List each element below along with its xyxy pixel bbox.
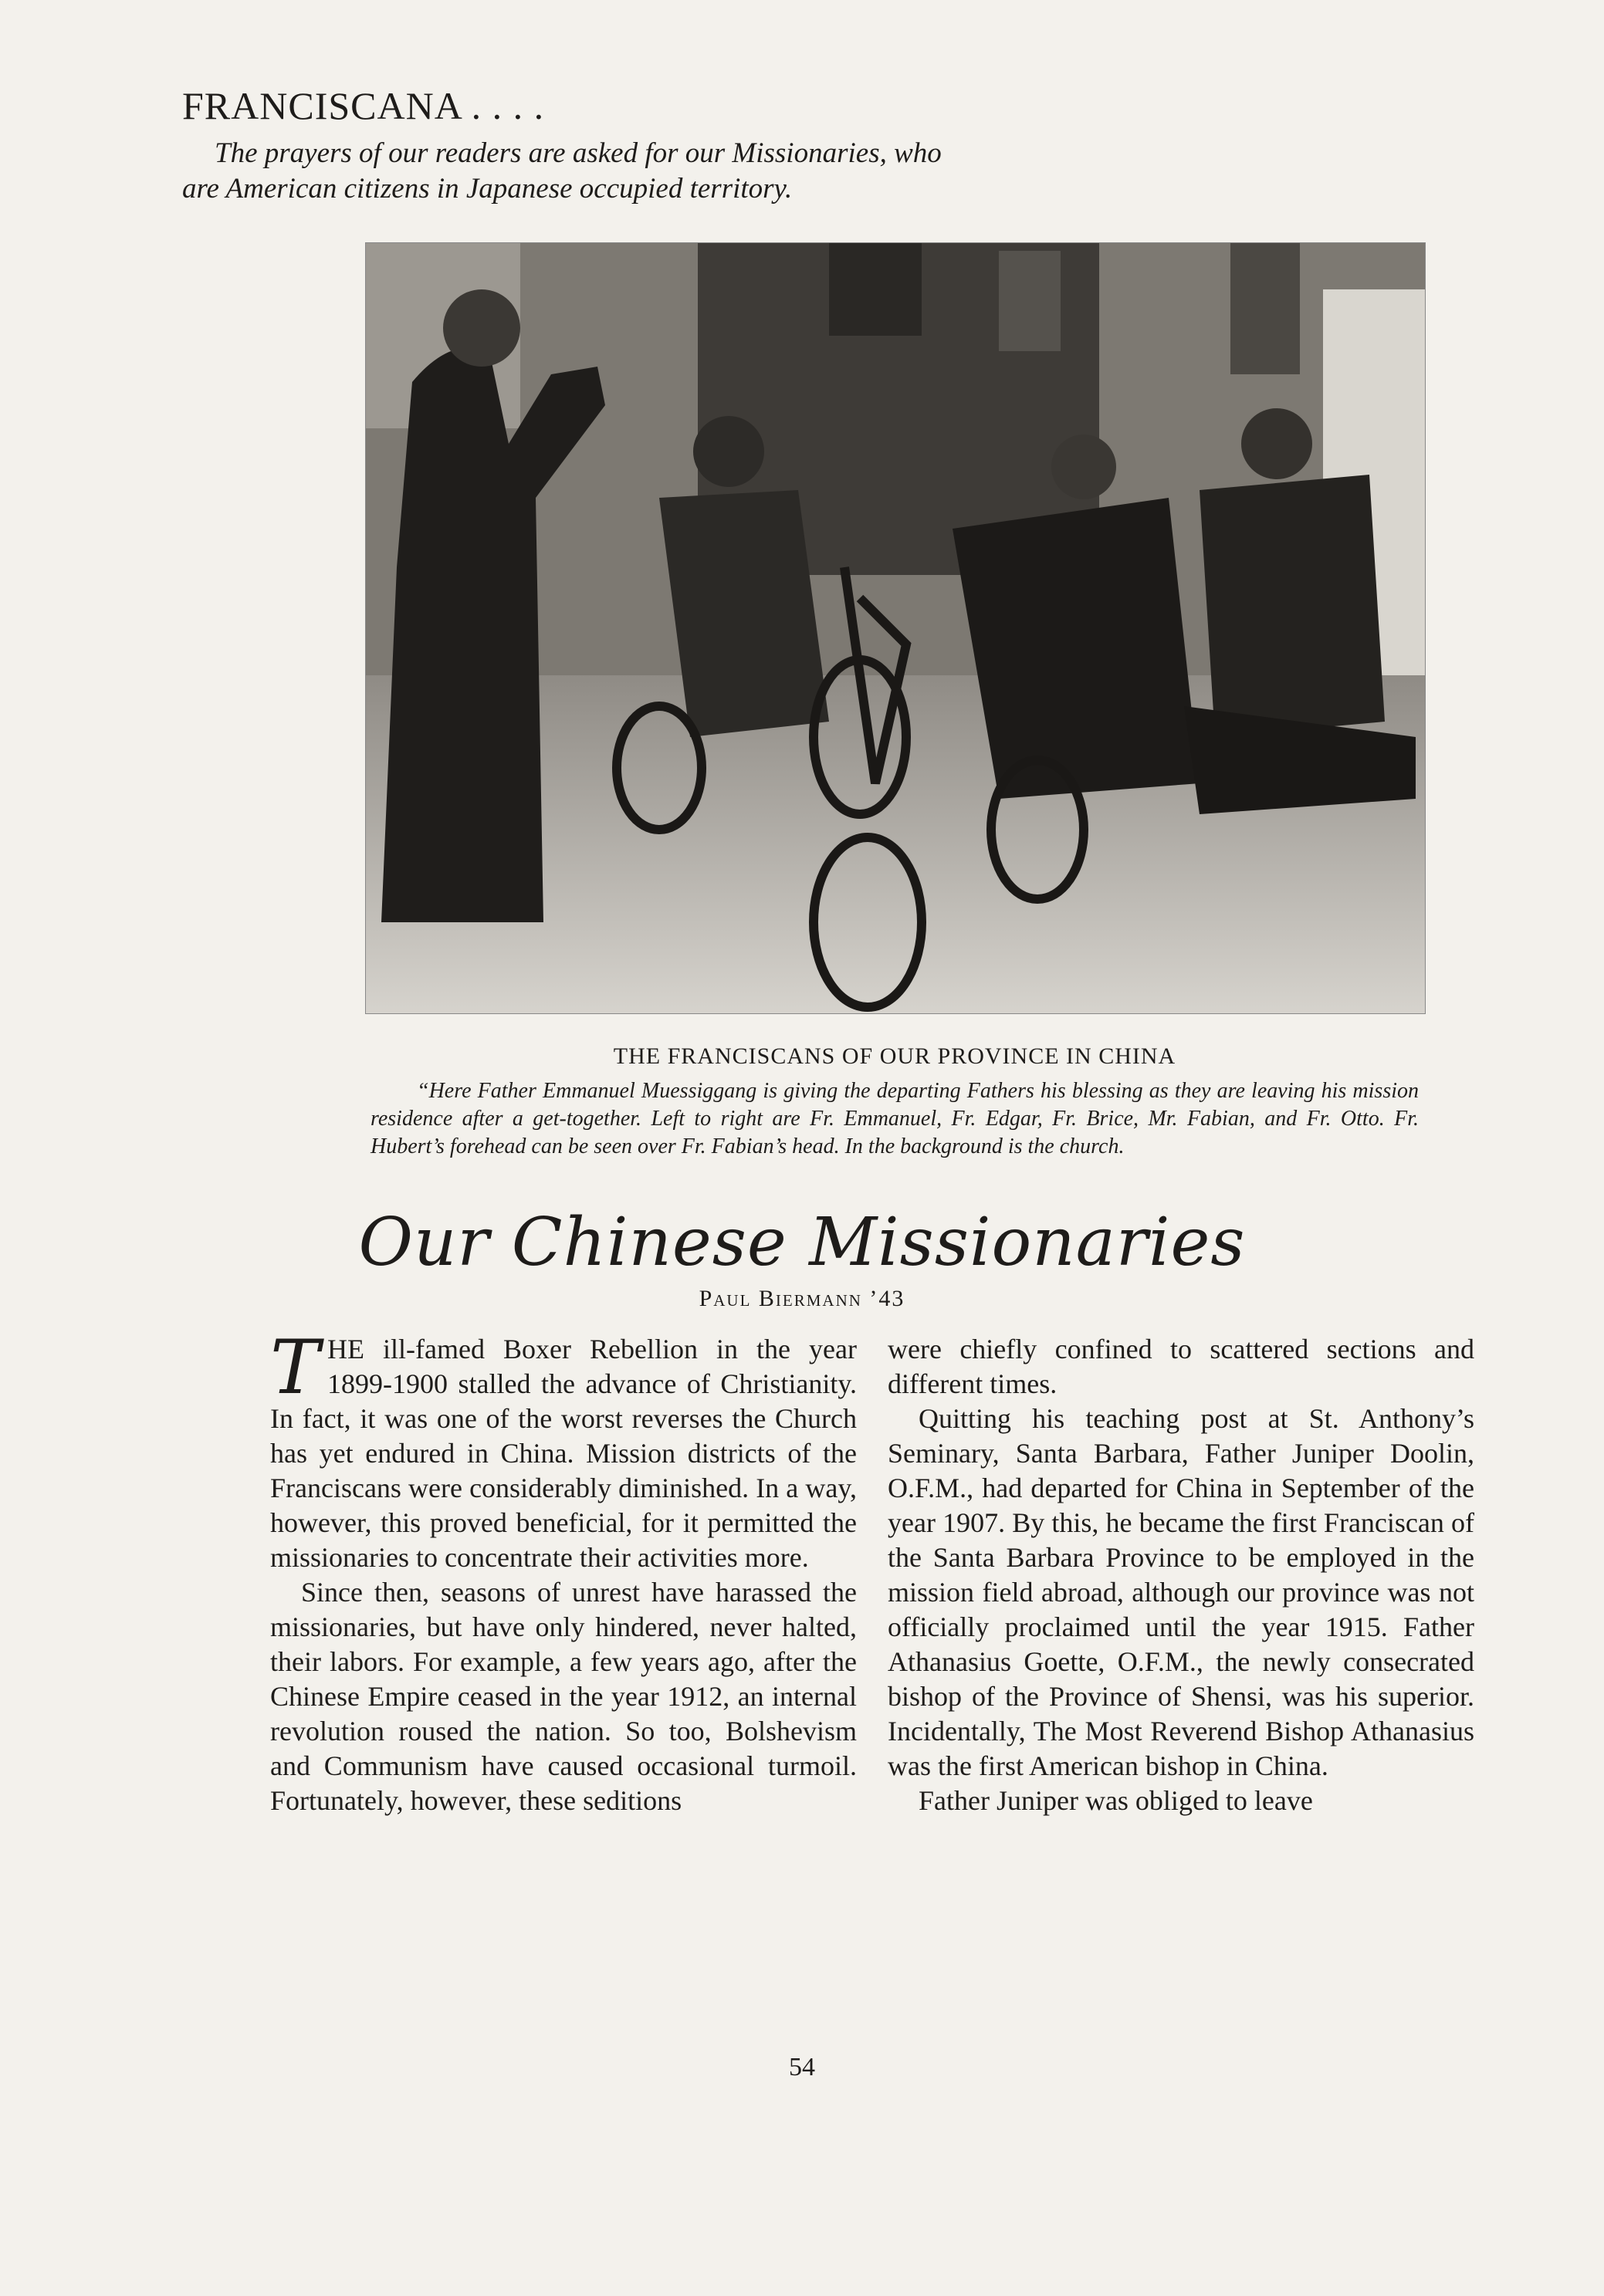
intro-line-1: The prayers of our readers are asked for our Missionaries, who	[215, 137, 942, 169]
paragraph-2: Since then, seasons of unrest have harassed the missionaries, but have only hindered, never halted, their labors. For example, a few years ago, after the Chinese Empire ceased in the year 1912, an internal revolution roused the nation. So too, Bolshevism and Communism have caused occasional turmoil. Fortunately, however, these seditions	[270, 1577, 857, 1816]
photo-caption-text	[371, 1077, 1419, 1161]
article-byline: Paul Biermann ’43	[699, 1286, 905, 1311]
missionaries-photo	[365, 242, 1426, 1014]
photo-caption-body: “Here Father Emmanuel Muessiggang is giving the departing Fathers his blessing as they are leaving his mission residence after a get-together. Left to right are Fr. Emmanuel, Fr. Edgar, Fr. Brice, Mr. Fabian, and Fr. Otto. Fr. Hubert’s forehead can be seen over Fr. Fabian’s head. In the background is the church.	[371, 1079, 1419, 1158]
intro-line-2: are American citizens in Japanese occupied territory.	[182, 173, 793, 205]
photo-caption-title: THE FRANCISCANS OF OUR PROVINCE IN CHINA	[613, 1043, 1176, 1069]
drop-cap: T	[270, 1324, 320, 1411]
article-column-left	[270, 1324, 857, 1818]
section-title: FRANCISCANA . . . .	[182, 84, 545, 127]
intro-text	[182, 136, 1263, 207]
paragraph-5: Father Juniper was obliged to leave	[919, 1785, 1313, 1816]
page-number: 54	[789, 2053, 815, 2081]
paragraph-3: were chiefly confined to scattered sections and different times.	[888, 1334, 1474, 1399]
paragraph-4: Quitting his teaching post at St. Anthony’s Seminary, Santa Barbara, Father Juniper Doolin, O.F.M., had departed for China in September of the year 1907. By this, he became the first Franciscan of the Santa Barbara Province to be employed in the mission field abroad, although our province was not officially proclaimed until the year 1915. Father Athanasius Goette, O.F.M., the newly consecrated bishop of the Province of Shensi, was his superior. Incidentally, The Most Reverend Bishop Athanasius was the first American bishop in China.	[888, 1403, 1474, 1781]
article-title: Our Chinese Missionaries	[358, 1204, 1246, 1281]
paragraph-1	[270, 1324, 857, 1575]
photo-illustration	[366, 243, 1425, 1013]
paragraph-1-text: HE ill-famed Boxer Rebellion in the year 1899-1900 stalled the advance of Christianity. In fact, it was one of the worst reverses the Church has yet endured in China. Mission districts of the Franciscans were considerably diminished. In a way, however, this proved beneficial, for it permitted the missionaries to concentrate their activities more.	[270, 1334, 857, 1573]
article-column-right	[888, 1332, 1474, 1818]
